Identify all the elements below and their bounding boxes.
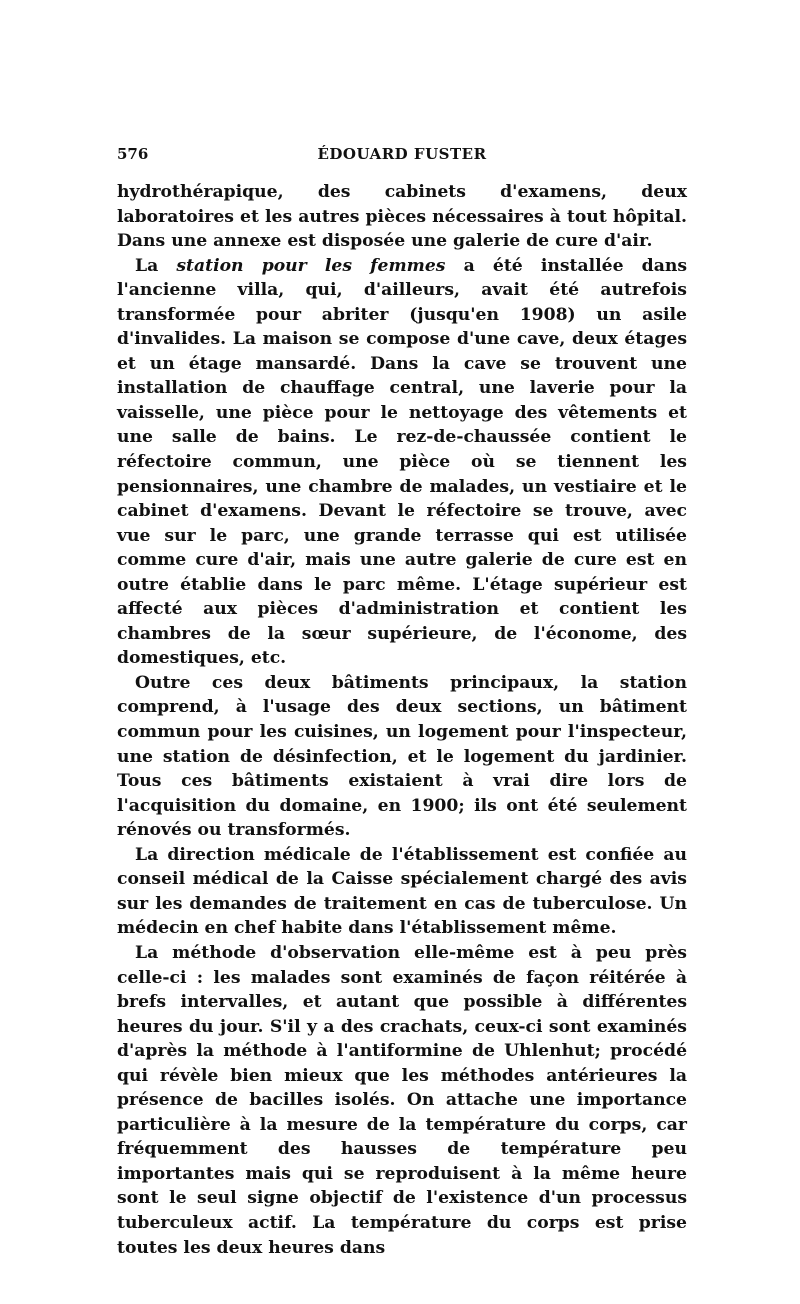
paragraph-lead: La: [135, 255, 177, 276]
paragraph-methode-observation: La méthode d'observation elle-même est à peu près celle-ci : les malades sont examinés de façon réitérée à brefs intervalles, et autant que possible à différentes heures du jour. S'il y a des crachats, ceux-ci sont examinés d'après la méthode à l'antiformine de Uhlenhut; procédé qui révèle bien mieux que les méthodes antérieures la présence de bacilles isolés. On attache une importance particulière à la mesure de la température du corps, car fréquemment des hausses de température peu importantes mais qui se reproduisent à la même heure sont le seul signe objectif de l'existence d'un processus tuberculeux actif. La température du corps est prise toutes les deux heures dans: [117, 942, 687, 1258]
paragraph-batiments: Outre ces deux bâtiments principaux, la station comprend, à l'usage des deux sections, un bâtiment commun pour les cuisines, un logement pour l'inspecteur, une station de désinfection, et le logement du jardinier. Tous ces bâtiments existaient à vrai dire lors de l'acquisition du domaine, en 1900; ils ont été seulement rénovés ou transformés.: [117, 672, 687, 841]
paragraph-direction-medicale: La direction médicale de l'établissement est confiée au conseil médical de la Caisse spécialement chargé des avis sur les demandes de traitement en cas de tuberculose. Un médecin en chef habite dans l'établissement même.: [117, 844, 687, 939]
running-title: ÉDOUARD FUSTER: [317, 145, 487, 163]
paragraph-continuation: hydrothérapique, des cabinets d'examens, deux laboratoires et les autres pièces nécessaires à tout hôpital. Dans une annexe est disposée une galerie de cure d'air.: [117, 182, 687, 252]
page-header: [117, 143, 687, 165]
emphasized-phrase: station pour les femmes: [176, 255, 446, 276]
page-number: 576: [117, 145, 149, 163]
body-text: [117, 180, 687, 1260]
paragraph-station-femmes: [117, 254, 687, 671]
paragraph-rest: a été installée dans l'ancienne villa, qui, d'ailleurs, avait été autrefois transformée pour abriter (jusqu'en 1908) un asile d'invalides. La maison se compose d'une cave, deux étages et un étage mansardé. Dans la cave se trouvent une installation de chauffage central, une laverie pour la vaisselle, une pièce pour le nettoyage des vêtements et une salle de bains. Le rez-de-chaussée contient le réfectoire commun, une pièce où se tiennent les pensionnaires, une chambre de malades, un vestiaire et le cabinet d'examens. Devant le réfectoire se trouve, avec vue sur le parc, une grande terrasse qui est utilisée comme cure d'air, mais une autre galerie de cure est en outre établie dans le parc même. L'étage supérieur est affecté aux pièces d'administration et contient les chambres de la sœur supérieure, de l'économe, des domestiques, etc.: [117, 255, 688, 669]
